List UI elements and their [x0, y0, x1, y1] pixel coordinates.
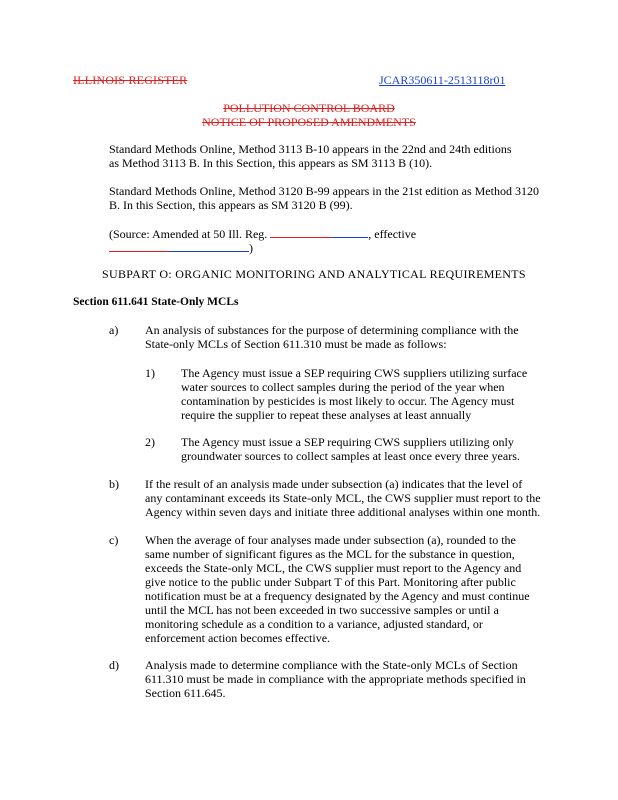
item-c-line: monitoring schedule as a condition to a variance, adjusted standard, or	[145, 617, 483, 631]
item-c-line: When the average of four analyses made under subsection (a), rounded to the	[145, 533, 516, 547]
subpart-heading: SUBPART O: ORGANIC MONITORING AND ANALYTICAL REQUIREMENTS	[102, 267, 526, 281]
intro-paragraph-2	[109, 184, 569, 212]
item-d-line: Section 611.645.	[145, 686, 226, 700]
item-a-line: An analysis of substances for the purpose of determining compliance with the	[145, 323, 519, 337]
item-a-label: a)	[109, 323, 119, 337]
item-a-text	[145, 323, 575, 351]
item-b-label: b)	[109, 477, 119, 491]
effective-blank-inserted	[169, 241, 249, 252]
agency-name: POLLUTION CONTROL BOARD	[223, 101, 395, 115]
item-a2-line: The Agency must issue a SEP requiring CWS suppliers utilizing only	[181, 435, 514, 449]
intro-paragraph-1	[109, 142, 569, 170]
intro-p1-line2: as Method 3113 B. In this Section, this appears as SM 3113 B (10).	[109, 156, 433, 170]
notice-title: NOTICE OF PROPOSED AMENDMENTS	[202, 115, 416, 129]
item-c-line: notification must be at a frequency designated by the Agency and must continue	[145, 589, 530, 603]
item-c-line: enforcement action becomes effective.	[145, 631, 331, 645]
intro-p2-line1: Standard Methods Online, Method 3120 B-99 appears in the 21st edition as Method 3120	[109, 184, 539, 198]
item-a1-text	[181, 366, 581, 422]
item-b-line: any contaminant exceeds its State-only MCL, the CWS supplier must report to the	[145, 491, 541, 505]
item-a2-label: 2)	[145, 435, 155, 449]
item-c-line: same number of significant figures as the MCL for the substance in question,	[145, 547, 515, 561]
item-a1-line: require the supplier to repeat these analyses at least annually	[181, 408, 472, 422]
intro-p1-line1: Standard Methods Online, Method 3113 B-10 appears in the 22nd and 24th editions	[109, 142, 512, 156]
item-a1-line: water sources to collect samples during the period of the year when	[181, 380, 505, 394]
item-a1-line: contamination by pesticides is most likely to occur. The Agency must	[181, 394, 515, 408]
item-b-line: If the result of an analysis made under subsection (a) indicates that the level of	[145, 477, 523, 491]
item-d-line: 611.310 must be made in compliance with the appropriate methods specified in	[145, 672, 526, 686]
source-mid: , effective	[368, 227, 417, 241]
item-d-line: Analysis made to determine compliance with the State-only MCLs of Section	[145, 658, 518, 672]
source-prefix: (Source: Amended at 50 Ill. Reg.	[109, 227, 271, 241]
item-a1-line: The Agency must issue a SEP requiring CWS suppliers utilizing surface	[181, 366, 528, 380]
section-heading: Section 611.641 State-Only MCLs	[73, 296, 239, 308]
item-a1-label: 1)	[145, 366, 155, 380]
item-b-line: Agency within seven days and initiate three additional analyses within one month.	[145, 505, 541, 519]
item-b-text	[145, 477, 585, 519]
source-blank-deleted	[270, 227, 332, 238]
source-note	[109, 227, 569, 255]
document-id: JCAR350611-2513118r01	[379, 73, 506, 87]
intro-p2-line2: B. In this Section, this appears as SM 3120 B (99).	[109, 198, 353, 212]
item-c-line: exceeds the State-only MCL, the CWS supplier must report to the Agency and	[145, 561, 522, 575]
effective-blank-deleted	[109, 241, 169, 252]
source-close: )	[249, 241, 253, 255]
item-c-line: give notice to the public under Subpart T of this Part. Monitoring after public	[145, 575, 516, 589]
item-d-text	[145, 658, 585, 700]
item-c-label: c)	[109, 533, 119, 547]
item-a2-text	[181, 435, 581, 463]
item-d-label: d)	[109, 658, 119, 672]
item-a-line: State-only MCLs of Section 611.310 must be made as follows:	[145, 337, 447, 351]
source-blank-inserted	[332, 227, 368, 238]
item-a2-line: groundwater sources to collect samples at least once every three years.	[181, 449, 520, 463]
item-c-line: until the MCL has not been exceeded in two successive samples or until a	[145, 603, 499, 617]
item-c-text	[145, 533, 585, 645]
register-title: ILLINOIS REGISTER	[73, 73, 188, 87]
